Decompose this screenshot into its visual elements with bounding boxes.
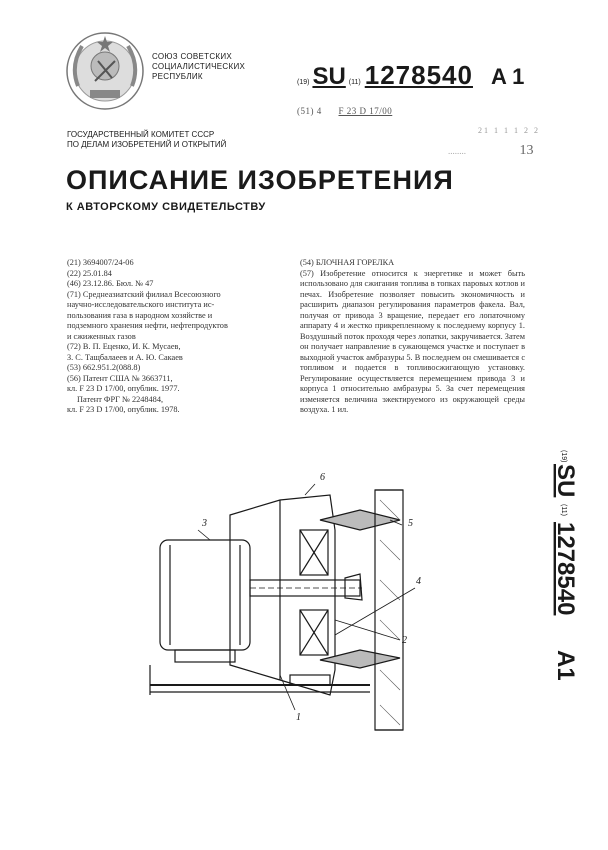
union-line: РЕСПУБЛИК (152, 72, 203, 81)
biblio-line: пользования газа в народном хозяйстве и (67, 310, 213, 320)
document-title: ОПИСАНИЕ ИЗОБРЕТЕНИЯ (66, 165, 454, 195)
biblio-line: кл. F 23 D 17/00, опублик. 1977. (67, 384, 180, 393)
code-11: (11) (348, 79, 361, 86)
bibliographic-data (67, 258, 292, 416)
union-name (152, 52, 245, 82)
biblio-line: (21) 3694007/24-06 (67, 258, 134, 267)
document-subtitle: К АВТОРСКОМУ СВИДЕТЕЛЬСТВУ (66, 201, 266, 213)
committee-name (67, 130, 226, 150)
abstract-text: (57) Изобретение относится к энергетике и может быть использовано для сжигания топлива в топках паровых котлов и печах. Изобретение позволяет повысить экономичность и расширить диапазон регулирования параметров факела. Вал, получая от привода 3 вращение, передает его лопаточному аппарату 4 и жестко прикрепленному к последнему корпусу 1. Воздушный поток проходя через лопатки, закручивается. Затем он получает направление в сужающемся участке и поступает в выходной участок амбразуры 5. В последнем он смешивается с топливом и подается в топливосжигающую установку. Регулирование осуществляется перемещением привода 3 и корпуса 1 относительно амбразуры 5. За счет перемещения изменяется величина эжектируемого из окружающей среды воздуха. 1 ил. (300, 268, 525, 414)
biblio-line: Патент ФРГ № 2248484, (77, 394, 164, 404)
code-19: (19) (297, 79, 310, 86)
kind-code: A 1 (490, 64, 525, 89)
ipc-code: (51) 4 (297, 106, 322, 116)
drawing-label-6: 6 (320, 472, 325, 483)
drawing-label-5: 5 (408, 518, 413, 529)
stamp-number: 13 (519, 143, 534, 158)
library-stamp-top: 21 1 1 1 2 2 (478, 126, 540, 135)
biblio-line: кл. F 23 D 17/00, опублик. 1978. (67, 405, 180, 414)
ipc-classification (297, 106, 392, 116)
abstract (300, 258, 525, 416)
side-code-19: (19) (560, 450, 567, 463)
drawing-label-4: 4 (416, 576, 421, 587)
drawing-label-1: 1 (296, 712, 301, 723)
committee-line: ПО ДЕЛАМ ИЗОБРЕТЕНИЙ И ОТКРЫТИЙ (67, 140, 227, 149)
burner-drawing (130, 470, 430, 750)
side-code-11: (11) (560, 504, 567, 516)
union-line: СОЮЗ СОВЕТСКИХ (152, 52, 233, 61)
biblio-line: (56) Патент США № 3663711, (67, 373, 173, 383)
biblio-line: (72) В. П. Еценко, И. К. Мусаев, (67, 342, 181, 351)
document-number-block (297, 60, 524, 91)
country-code: SU (312, 63, 346, 90)
committee-line: ГОСУДАРСТВЕННЫЙ КОМИТЕТ СССР (67, 130, 215, 139)
library-stamp: ........ 13 (448, 143, 534, 158)
patent-number: 1278540 (364, 60, 473, 90)
abstract-heading: (54) БЛОЧНАЯ ГОРЕЛКА (300, 258, 395, 267)
biblio-line: (71) Среднеазиатский филиал Всесоюзного (67, 289, 221, 299)
union-line: СОЦИАЛИСТИЧЕСКИХ (152, 62, 246, 71)
side-number: 1278540 (552, 522, 579, 616)
biblio-line: З. С. Тащбалаеев и А. Ю. Сакаев (67, 352, 183, 362)
biblio-line: научно-исследовательского института ис- (67, 300, 215, 309)
side-kind: A1 (552, 650, 579, 681)
drawing-label-2: 2 (402, 635, 407, 646)
side-patent-number (510, 448, 580, 708)
biblio-line: (22) 25.01.84 (67, 268, 112, 278)
biblio-line: (53) 662.951.2(088.8) (67, 363, 141, 372)
biblio-line: (46) 23.12.86. Бюл. № 47 (67, 279, 154, 288)
ipc-value: F 23 D 17/00 (338, 106, 393, 116)
biblio-line: и сжиженных газов (67, 331, 136, 341)
side-country: SU (552, 464, 579, 498)
state-emblem-icon (60, 26, 150, 116)
drawing-label-3: 3 (202, 518, 207, 529)
biblio-line: подземного хранения нефти, нефтепродуктов (67, 321, 228, 330)
